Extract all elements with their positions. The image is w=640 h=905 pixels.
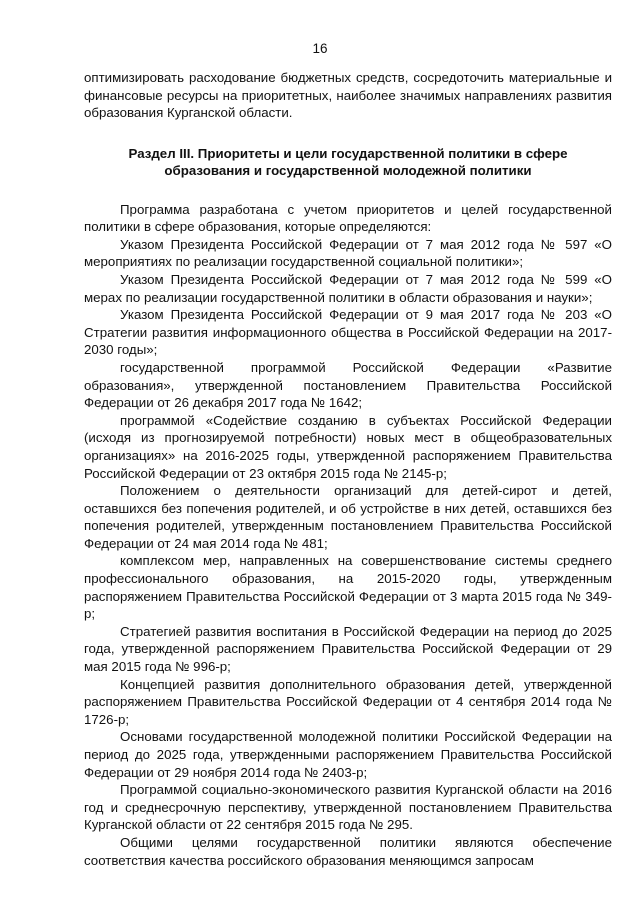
intro-paragraph: оптимизировать расходование бюджетных средств, сосредоточить материальные и финансовые ресурсы на приоритетных, наиболее значимых направлениях развития образования Курганской области. (84, 70, 612, 121)
paragraph-upbringing-strategy: Стратегией развития воспитания в Российской Федерации на период до 2025 года, утвержденной распоряжением Правительства Российской Федерации от 29 мая 2015 года № 996-р; (84, 623, 612, 675)
paragraph-general-goals: Общими целями государственной политики являются обеспечение соответствия качества российского образования меняющимся запросам (84, 834, 612, 868)
paragraph-youth-policy-basics: Основами государственной молодежной политики Российской Федерации на период до 2025 года, утвержденными распоряжением Правительства Российской Федерации от 29 ноября 2014 года № 2403-р; (84, 729, 612, 780)
paragraph-decree-599: Указом Президента Российской Федерации от 7 мая 2012 года № 599 «О мерах по реализации государственной политики в области образования и науки»; (84, 271, 612, 305)
section-heading (84, 145, 612, 180)
page-number: 16 (312, 41, 328, 56)
paragraph-additional-education-concept: Концепцией развития дополнительного образования детей, утвержденной распоряжением Правительства Российской Федерации от 4 сентября 2014 года № 1726-р; (84, 676, 612, 727)
paragraph-orphans-regulation: Положением о деятельности организаций для детей-сирот и детей, оставшихся без попечения родителей, и об устройстве в них детей, оставшихся без попечения родителей, утвержденным постановлением Правительства Российской Федерации от 24 мая 2014 года № 481; (84, 483, 612, 551)
document-body (84, 69, 612, 869)
paragraph-new-places-program: программой «Содействие созданию в субъектах Российской Федерации (исходя из прогнозируемой потребности) новых мест в общеобразовательных организациях» на 2016-2025 годы, утвержденной распоряжением Правительства Российской Федерации от 23 октября 2015 года № 2145-р; (84, 412, 612, 481)
paragraph-program-basis: Программа разработана с учетом приоритетов и целей государственной политики в сфере образования, которые определяются: (84, 201, 612, 235)
paragraph-state-program: государственной программой Российской Федерации «Развитие образования», утвержденной постановлением Правительства Российской Федерации от 26 декабря 2017 года № 1642; (84, 359, 612, 411)
paragraph-kurgan-development-program: Программой социально-экономического развития Курганской области на 2016 год и среднесрочную перспективу, утвержденной постановлением Правительства Курганской области от 22 сентября 2015 года № 295. (84, 782, 612, 833)
section-heading-line-1: Раздел III. Приоритеты и цели государственной политики в сфере (128, 145, 568, 161)
paragraph-vocational-measures: комплексом мер, направленных на совершенствование системы среднего профессионального образования, на 2015-2020 годы, утвержденным распоряжением Правительства Российской Федерации от 3 марта 2015 года № 349-р; (84, 553, 612, 622)
section-heading-line-2: образования и государственной молодежной политики (164, 163, 532, 179)
paragraph-decree-597: Указом Президента Российской Федерации от 7 мая 2012 года № 597 «О мероприятиях по реализации государственной социальной политики»; (84, 236, 612, 270)
paragraph-decree-203: Указом Президента Российской Федерации от 9 мая 2017 года № 203 «О Стратегии развития информационного общества в Российской Федерации на 2017-2030 годы»; (84, 307, 612, 358)
